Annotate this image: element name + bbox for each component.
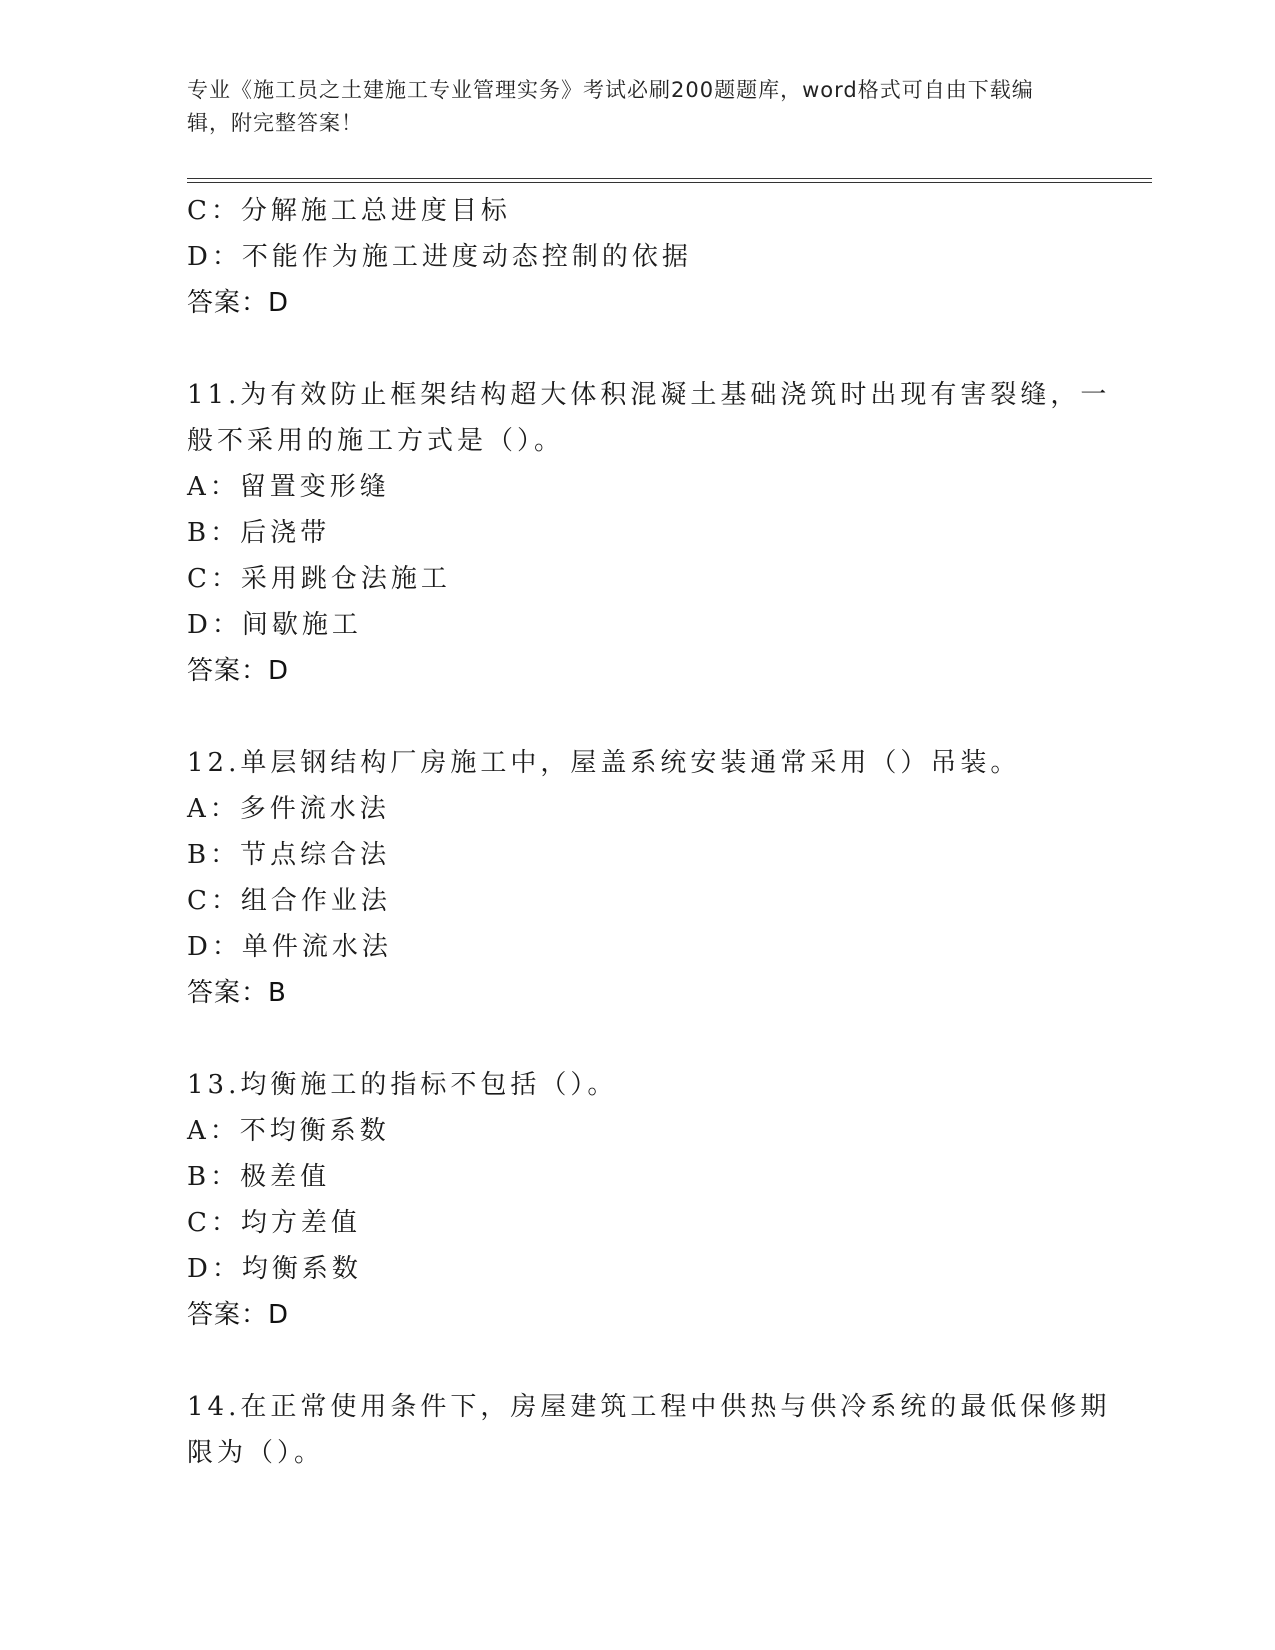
spacer [187,694,1087,740]
question-14 [187,1384,1111,1476]
question-12 [187,740,1087,1016]
document-header [187,74,1067,140]
option-d: D：不能作为施工进度动态控制的依据 [187,242,692,272]
question-stem: 限为（）。 [187,1438,325,1468]
answer-line [187,648,1087,694]
document-body [187,188,1111,1476]
answer-label: 答案： [187,288,269,318]
answer-line [187,1292,1087,1338]
answer-value: D [268,656,290,686]
spacer [187,326,1087,372]
question-stem: 12.单层钢结构厂房施工中，屋盖系统安装通常采用（）吊装。 [187,748,1021,778]
header-rule-top [187,178,1152,179]
option-a: A：不均衡系数 [187,1116,390,1146]
question-10-continued [187,188,1087,326]
question-11 [187,372,1111,694]
option-d: D：间歇施工 [187,610,362,640]
answer-value: B [268,978,287,1008]
option-c: C：均方差值 [187,1208,361,1238]
answer-line [187,280,1087,326]
spacer [187,1338,1087,1384]
option-b: B：极差值 [187,1162,331,1192]
question-stem: 般不采用的施工方式是（）。 [187,426,565,456]
option-c: C：采用跳仓法施工 [187,564,451,594]
answer-label: 答案： [187,656,269,686]
option-c: C：分解施工总进度目标 [187,196,511,226]
option-c: C：组合作业法 [187,886,391,916]
option-d: D：单件流水法 [187,932,392,962]
header-title: 专业《施工员之土建施工专业管理实务》考试必刷200题题库，word格式可自由下载编辑，附完整答案！ [187,78,1034,135]
spacer [187,1016,1087,1062]
option-b: B：节点综合法 [187,840,391,870]
answer-label: 答案： [187,1300,269,1330]
option-b: B：后浇带 [187,518,331,548]
question-stem: 14.在正常使用条件下，房屋建筑工程中供热与供冷系统的最低保修期 [187,1392,1111,1422]
answer-value: D [268,1300,290,1330]
question-stem: 11.为有效防止框架结构超大体积混凝土基础浇筑时出现有害裂缝，一 [187,380,1111,410]
option-a: A：多件流水法 [187,794,390,824]
option-d: D：均衡系数 [187,1254,362,1284]
question-13 [187,1062,1087,1338]
header-rule-bottom [187,182,1152,183]
answer-value: D [268,288,290,318]
question-stem: 13.均衡施工的指标不包括（）。 [187,1070,618,1100]
answer-line [187,970,1087,1016]
answer-label: 答案： [187,978,269,1008]
option-a: A：留置变形缝 [187,472,390,502]
